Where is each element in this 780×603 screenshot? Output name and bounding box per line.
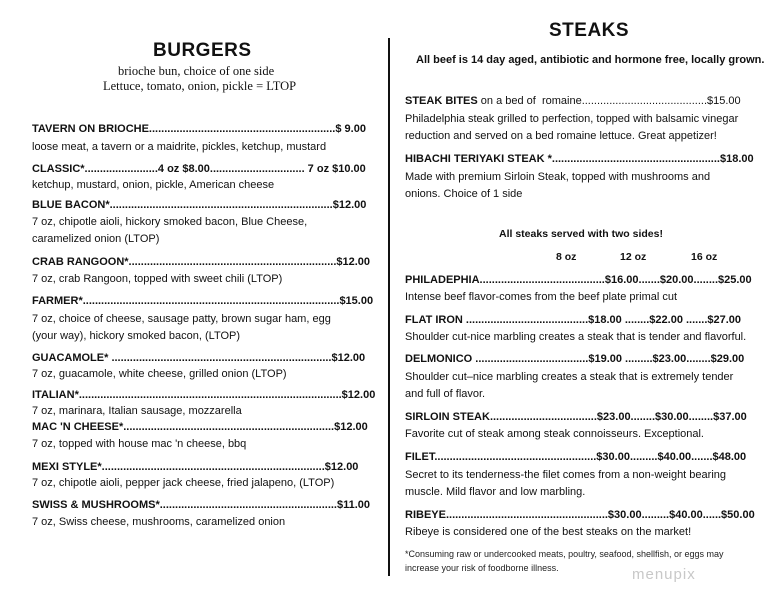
burger-item-desc: 7 oz, chipotle aioli, hickory smoked bacon, Blue Cheese, [32, 216, 308, 228]
hibachi-desc: onions. Choice of 1 side [405, 188, 523, 200]
burgers-subtitle-ltop: Lettuce, tomato, onion, pickle = LTOP [103, 79, 297, 93]
steaks-intro: All beef is 14 day aged, antibiotic and hormone free, locally grown. [416, 54, 765, 66]
steak-item-line: RIBEYE.....................................................$30.00.........$40.00......$50.00 [405, 509, 755, 521]
size-header-16oz: 16 oz [691, 251, 718, 263]
burger-item-desc: 7 oz, topped with house mac 'n cheese, bbq [32, 438, 247, 450]
steak-item-desc: Shoulder cut–nice marbling creates a steak that is extremely tender [405, 371, 734, 383]
hibachi-line: HIBACHI TERIYAKI STEAK *.......................................................$18.00 [405, 153, 754, 165]
steak-item-desc: Favorite cut of steak among steak connoisseurs. Exceptional. [405, 428, 704, 440]
burger-item-desc: 7 oz, chipotle aioli, pepper jack cheese, fried jalapeno, (LTOP) [32, 477, 335, 489]
steak-item-line: FLAT IRON ........................................$18.00 ........$22.00 .......$27.00 [405, 314, 742, 326]
steaks-title: STEAKS [549, 20, 630, 41]
steak-item-line: DELMONICO .....................................$19.00 .........$23.00........$29.00 [405, 353, 745, 365]
column-divider [388, 38, 390, 576]
burger-item-line: BLUE BACON*.........................................................................$12.00 [32, 199, 367, 211]
steak-item-desc: Ribeye is considered one of the best steaks on the market! [405, 526, 692, 538]
burger-item-desc: 7 oz, Swiss cheese, mushrooms, caramelized onion [32, 516, 286, 528]
watermark-logo: menupix [632, 566, 696, 583]
steak-item-desc: muscle. Mild flavor and low marbling. [405, 486, 586, 498]
burger-item-line: TAVERN ON BRIOCHE.............................................................$ 9.00 [32, 123, 366, 135]
burger-item-line: ITALIAN*......................................................................................$12.00 [32, 389, 376, 401]
burger-item-line: MEXI STYLE*.........................................................................$12.00 [32, 461, 359, 473]
steak-item-line: PHILADEPHIA.........................................$16.00.......$20.00........$25.00 [405, 274, 752, 286]
steak-item-desc: Intense beef flavor-comes from the beef plate primal cut [405, 291, 678, 303]
steak-item-line: SIRLOIN STEAK...................................$23.00........$30.00........$37.00 [405, 411, 747, 423]
steak-bites-name: STEAK BITES [405, 95, 478, 107]
burger-item-desc: caramelized onion (LTOP) [32, 233, 160, 245]
burger-item-desc: 7 oz, marinara, Italian sausage, mozzarella [32, 405, 242, 417]
burger-item-line: SWISS & MUSHROOMS*..........................................................$11.00 [32, 499, 371, 511]
steak-bites-line [405, 95, 741, 107]
steak-item-desc: Secret to its tenderness-the filet comes from a non-weight bearing [405, 469, 726, 481]
burgers-title: BURGERS [153, 40, 252, 61]
burger-item-line: CRAB RANGOON*....................................................................$12.00 [32, 256, 371, 268]
burger-item-desc: loose meat, a tavern or a maidrite, pickles, ketchup, mustard [32, 141, 327, 153]
burger-item-desc: (your way), hickory smoked bacon, (LTOP) [32, 330, 241, 342]
sides-note: All steaks served with two sides! [499, 228, 663, 240]
burger-item-desc: 7 oz, guacamole, white cheese, grilled onion (LTOP) [32, 368, 287, 380]
burger-item-line: MAC 'N CHEESE*.....................................................................$12.00 [32, 421, 368, 433]
burger-item-line: CLASSIC*........................4 oz $8.00............................... 7 oz $10.00 [32, 163, 366, 175]
burger-item-desc: 7 oz, choice of cheese, sausage patty, brown sugar ham, egg [32, 313, 331, 325]
steak-item-desc: and full of flavor. [405, 388, 486, 400]
food-safety-note: increase your risk of foodborne illness. [405, 563, 559, 573]
burger-item-line: GUACAMOLE* ........................................................................$12.00 [32, 352, 366, 364]
burger-item-desc: 7 oz, crab Rangoon, topped with sweet chili (LTOP) [32, 273, 283, 285]
hibachi-desc: Made with premium Sirloin Steak, topped with mushrooms and [405, 171, 711, 183]
burger-item-line: FARMER*....................................................................................$15.00 [32, 295, 374, 307]
steak-bites-desc: reduction and served on a bed romaine lettuce. Great appetizer! [405, 130, 717, 142]
burgers-subtitle-bun: brioche bun, choice of one side [118, 64, 275, 78]
size-header-8oz: 8 oz [556, 251, 577, 263]
food-safety-note: *Consuming raw or undercooked meats, poultry, seafood, shellfish, or eggs may [405, 549, 724, 559]
size-header-12oz: 12 oz [620, 251, 647, 263]
steak-bites-price: on a bed of romaine.........................................$15.00 [477, 95, 741, 107]
steak-item-line: FILET.....................................................$30.00.........$40.00.......$48.00 [405, 451, 747, 463]
steak-item-desc: Shoulder cut-nice marbling creates a steak that is tender and flavorful. [405, 331, 747, 343]
burger-item-desc: ketchup, mustard, onion, pickle, American cheese [32, 179, 275, 191]
steak-bites-desc: Philadelphia steak grilled to perfection, topped with balsamic vinegar [405, 113, 739, 125]
